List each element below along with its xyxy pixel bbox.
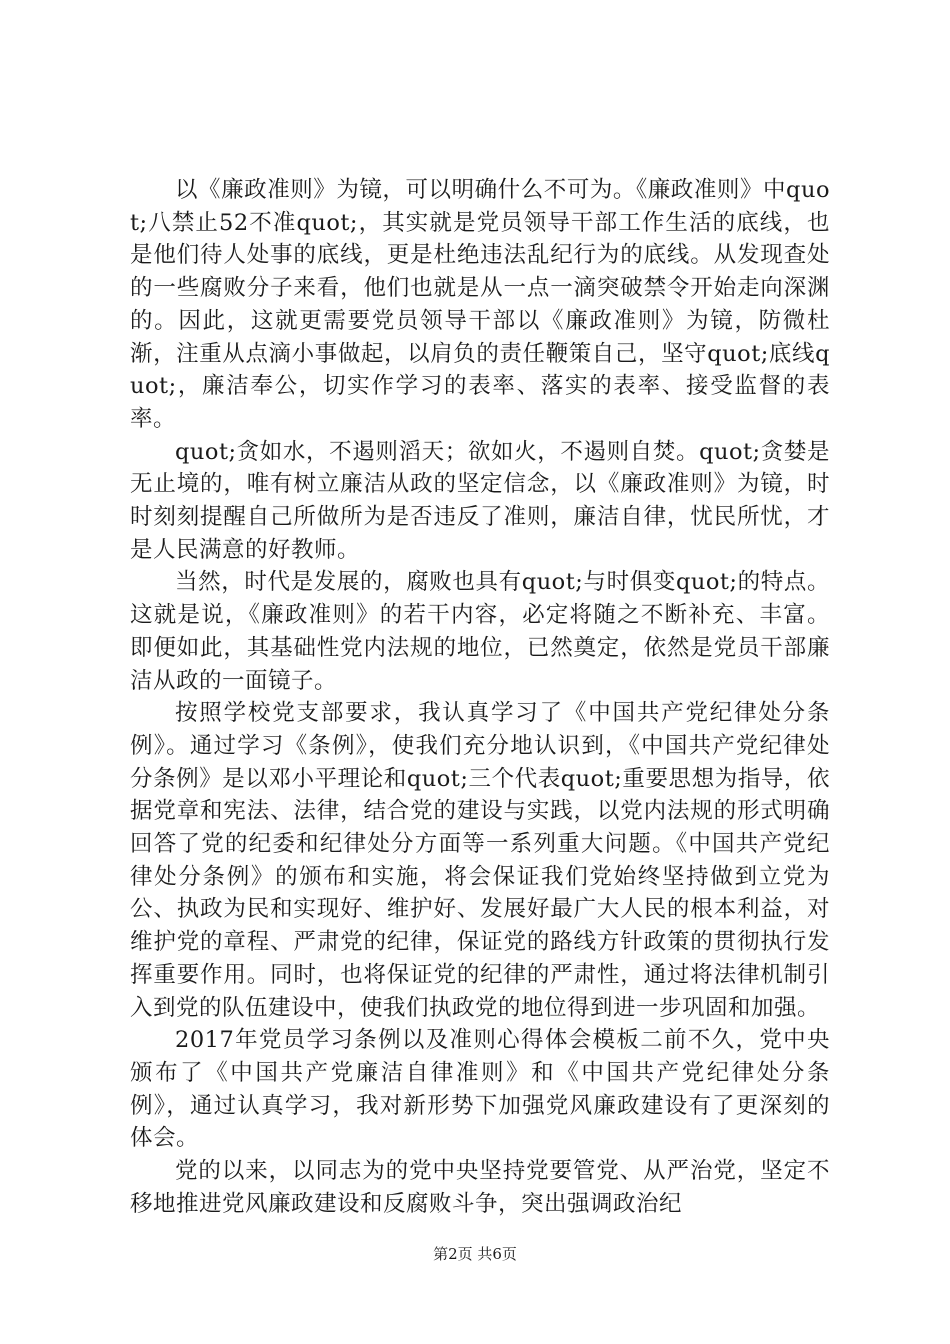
paragraph-times-change: 当然，时代是发展的，腐败也具有quot;与时俱变quot;的特点。这就是说，《廉政准则》的若干内容，必定将随之不断补充、丰富。即便如此，其基础性党内法规的地位，已然奠定，依然是党员干部廉洁从政的一面镜子。 xyxy=(130,569,830,694)
page-number-footer: 第2页 共6页 xyxy=(433,1245,517,1263)
paragraph-greed-quote: quot;贪如水，不遏则滔天；欲如火，不遏则自焚。quot;贪婪是无止境的，唯有树立廉洁从政的坚定信念，以《廉政准则》为镜，时时刻刻提醒自己所做所为是否违反了准则，廉洁自律，忧民所忧，才是人民满意的好教师。 xyxy=(130,438,830,563)
paragraph-template-two: 2017年党员学习条例以及准则心得体会模板二前不久，党中央颁布了《中国共产党廉洁自律准则》和《中国共产党纪律处分条例》，通过认真学习，我对新形势下加强党风廉政建设有了更深刻的体会。 xyxy=(130,1027,830,1152)
paragraph-discipline-regulations: 按照学校党支部要求，我认真学习了《中国共产党纪律处分条例》。通过学习《条例》，使我们充分地认识到，《中国共产党纪律处分条例》是以邓小平理论和quot;三个代表quot;重要思想为指导，依据党章和宪法、法律，结合党的建设与实践，以党内法规的形式明确回答了党的纪委和纪律处分方面等一系列重大问题。《中国共产党纪律处分条例》的颁布和实施，将会保证我们党始终坚持做到立党为公、执政为民和实现好、维护好、发展好最广大人民的根本利益，对维护党的章程、严肃党的纪律，保证党的路线方针政策的贯彻执行发挥重要作用。同时，也将保证党的纪律的严肃性，通过将法律机制引入到党的队伍建设中，使我们执政党的地位得到进一步巩固和加强。 xyxy=(130,700,830,1021)
document-body xyxy=(130,174,830,1221)
paragraph-party-governance: 党的以来，以同志为的党中央坚持党要管党、从严治党，坚定不移地推进党风廉政建设和反腐败斗争，突出强调政治纪 xyxy=(130,1158,830,1217)
paragraph-mirror-standard: 以《廉政准则》为镜，可以明确什么不可为。《廉政准则》中quot;八禁止52不准quot;，其实就是党员领导干部工作生活的底线，也是他们待人处事的底线，更是杜绝违法乱纪行为的底线。从发现查处的一些腐败分子来看，他们也就是从一点一滴突破禁令开始走向深渊的。因此，这就更需要党员领导干部以《廉政准则》为镜，防微杜渐，注重从点滴小事做起，以肩负的责任鞭策自己，坚守quot;底线quot;，廉洁奉公，切实作学习的表率、落实的表率、接受监督的表率。 xyxy=(130,177,830,432)
